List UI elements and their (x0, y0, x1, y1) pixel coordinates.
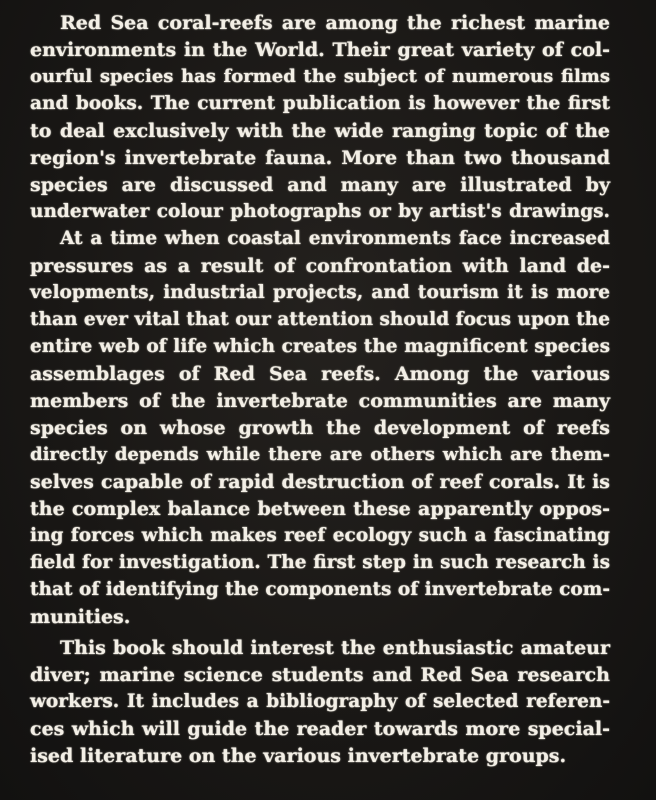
text-line: directly depends while there are others which are them- (30, 444, 610, 465)
text-line: to deal exclusively with the wide ranging topic of the (30, 120, 610, 142)
text-line: At a time when coastal environments face increased (60, 228, 610, 249)
text-line: entire web of life which creates the magnificent species (30, 336, 610, 357)
text-line: region's invertebrate fauna. More than two thousand (30, 147, 610, 169)
text-line: field for investigation. The first step in such research is (30, 552, 610, 573)
text-line: underwater colour photographs or by artist's drawings. (30, 201, 610, 222)
text-line: ised literature on the various invertebrate groups. (30, 745, 567, 767)
text-line: ces which will guide the reader towards more special- (30, 718, 610, 740)
text-line: than ever vital that our attention should focus upon the (30, 309, 610, 330)
text-line: diver; marine science students and Red Sea research (30, 664, 610, 686)
text-line: selves capable of rapid destruction of reef corals. It is (30, 471, 610, 493)
text-line: the complex balance between these apparently oppos- (30, 498, 610, 520)
text-line: Red Sea coral-reefs are among the richest marine (60, 12, 610, 34)
text-line: species are discussed and many are illustrated by (30, 174, 610, 196)
text-line: This book should interest the enthusiastic amateur (60, 637, 610, 659)
text-line: assemblages of Red Sea reefs. Among the various (30, 363, 610, 385)
text-line: ing forces which makes reef ecology such a fascinating (30, 525, 610, 546)
text-line: environments in the World. Their great variety of col- (30, 39, 610, 61)
text-line: members of the invertebrate communities are many (30, 390, 610, 412)
text-line: pressures as a result of confrontation with land de- (30, 255, 610, 277)
text-line: and books. The current publication is however the first (30, 93, 610, 114)
text-line: ourful species has formed the subject of numerous films (30, 66, 610, 87)
text-line: munities. (30, 606, 131, 628)
text-line: velopments, industrial projects, and tourism it is more (30, 282, 610, 303)
text-line: workers. It includes a bibliography of selected referen- (30, 691, 610, 712)
text-line: that of identifying the components of invertebrate com- (30, 579, 610, 600)
text-line: species on whose growth the development of reefs (30, 417, 610, 439)
